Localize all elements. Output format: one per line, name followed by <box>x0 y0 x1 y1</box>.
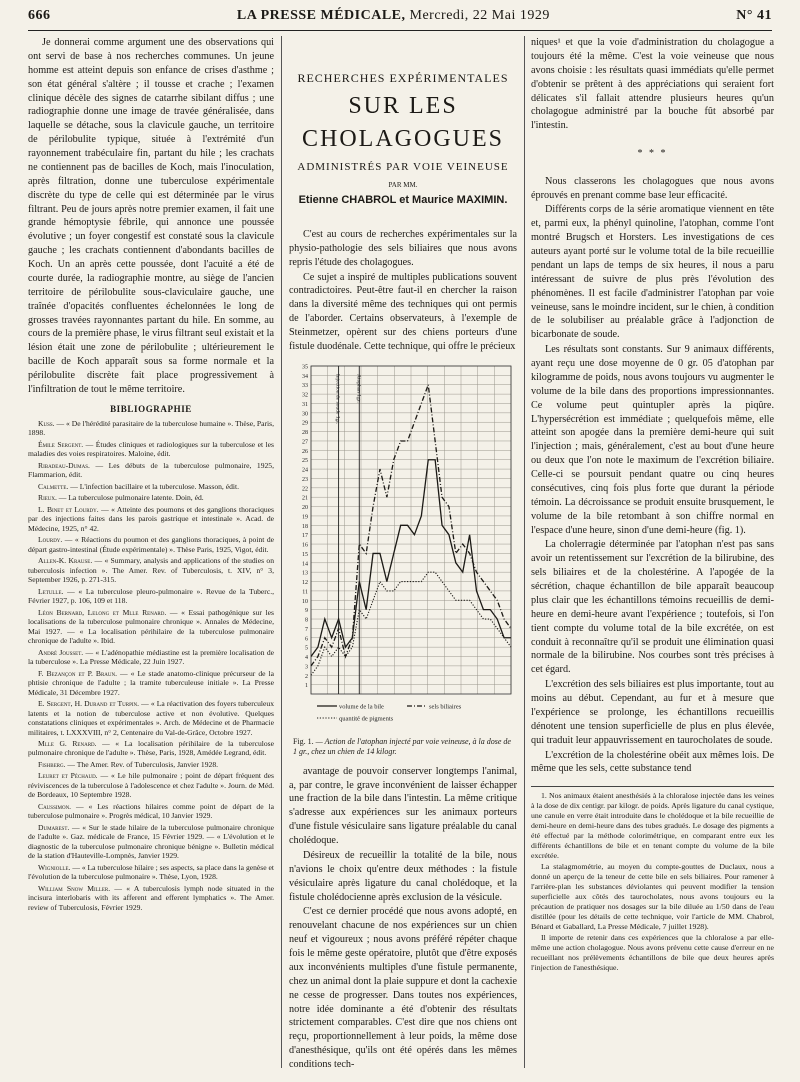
bibliography-author: Calmette. <box>38 481 69 491</box>
column-divider-left <box>281 36 282 1068</box>
y-tick-label: 10 <box>302 598 308 605</box>
y-tick-label: 34 <box>302 373 308 380</box>
article-title: SUR LES CHOLAGOGUES <box>302 93 504 152</box>
bibliography-entry <box>28 482 274 491</box>
page-header <box>28 8 772 30</box>
bibliography-entry <box>28 771 274 799</box>
article-subtitle: ADMINISTRÉS PAR VOIE VEINEUSE <box>297 160 509 173</box>
bibliography-entry <box>28 608 274 646</box>
bibliography-author: E. Sergent, H. Durand et Turpin. <box>38 699 140 709</box>
y-tick-label: 26 <box>302 448 308 455</box>
bibliography-text: — « Atteinte des poumons et des ganglions thoraciques par des injections faites dans les parois gastrique et intestinale ». Acad. de Médecine, 1925, n° 42. <box>28 504 274 533</box>
y-tick-label: 35 <box>302 364 308 371</box>
y-tick-label: 6 <box>305 636 308 643</box>
paragraph: avantage de pouvoir conserver longtemps l'animal, a, par contre, le grave inconvénient de laisser échapper une fraction de la bile dans l'intestin. La même critique s'adresse aux expériences sur les animaux porteurs d'une fistule vésiculaire sans ligature préalable du canal cholédoque. <box>289 765 517 847</box>
paragraph: Nous classerons les cholagogues que nous avons éprouvés en prenant comme base leur efficacité. <box>531 175 774 201</box>
bibliography-entry <box>28 699 274 737</box>
y-tick-label: 23 <box>302 476 308 483</box>
event-marker-label: Atophan 1gr. <box>355 373 362 403</box>
paragraph: C'est au cours de recherches expérimentales sur la physio-pathologie des sels biliaires que nous avons repris l'étude des cholagogues. <box>289 228 517 268</box>
y-tick-label: 28 <box>302 429 308 436</box>
paragraph: Désireux de recueillir la totalité de la bile, nous n'avions le choix qu'entre deux méthodes : la fistule vésiculaire après ligature du canal cholédoque, et la fistule cholédocienne après exclusion de la vésicule. <box>289 849 517 903</box>
y-tick-label: 4 <box>305 654 308 661</box>
y-tick-label: 5 <box>305 645 308 652</box>
y-tick-label: 15 <box>302 551 308 558</box>
paragraph: C'est ce dernier procédé que nous avons adopté, en renouvelant chacune de nos expériences sur un chien neuf et vigoureux ; nous avons préféré répéter chaque fois le même geste opératoire, plutôt que d'être exposés aux inconvénients multiples d'une fistule permanente, chez un animal dont la plaie suppure et dont la cachexie ne cesse de progresser. Dans toutes nos expériences, notre idée dominante a été d'obtenir des résultats strictement comparables. C'est dire que nos chiens ont reçu, proportionnellement à leur poids, la même dose d'anesthésique, qu'ils ont été opérés dans les mêmes conditions tech- <box>289 906 517 1071</box>
bibliography-author: André Jousset. <box>38 647 84 657</box>
article-par: PAR MM. <box>388 180 418 189</box>
bibliography-entry <box>28 535 274 554</box>
column-right <box>531 36 774 974</box>
bibliography-entry <box>28 823 274 861</box>
y-tick-label: 1 <box>305 682 308 689</box>
legend-label: volume de la bile <box>339 703 384 711</box>
issue-date: Mercredi, 22 Mai 1929 <box>409 8 550 23</box>
bibliography-entry <box>28 419 274 438</box>
bibliography-entry <box>28 440 274 459</box>
bibliography-author: F. Bezançon et P. Braun. <box>38 668 118 678</box>
column-divider-right <box>524 36 525 1068</box>
paragraph: L'excrétion des sels biliaires est plus importante, tout au moins au début. Cependant, au fur et à mesure que l'expérience se prolonge, les échantillons recueillis dénotent une tension superficielle de plus en plus élevée, qui traduit leur appauvrissement en taurocholates de soude. <box>531 679 774 746</box>
y-tick-label: 12 <box>302 579 308 586</box>
bibliography-author: Leuret et Péchaud. <box>38 771 98 781</box>
bibliography-author: Ribadeau-Dumas. <box>38 460 90 470</box>
y-tick-label: 9 <box>305 608 308 615</box>
bibliography-author: Léon Bernard, Lelong et Mlle Renard. <box>38 607 167 617</box>
paragraph: La cholerragie déterminée par l'atophan n'est pas sans avoir un retentissement sur l'excrétion de la bilirubine, des sels biliaires et de la cholestérine. A l'apogée de la sécrétion, chaque échantillon de bile apparaît beaucoup plus clair que les échantillons témoins recueillis de demi-heure en demi-heure avant l'expérience ; toutefois, si l'on tient compte du volume total de la bile excrétée, on est conduit à reconnaître qu'il se produit une élimination quasi normale de la bilirubine. Nos courbes sont très précises à cet égard. <box>531 539 774 676</box>
y-tick-label: 20 <box>302 504 308 511</box>
bibliography-author: Kuss. <box>38 418 55 428</box>
article-kicker: RECHERCHES EXPÉRIMENTALES <box>297 71 509 85</box>
bibliography-text: — « L'adénopathie médiastine est la première localisation de la tuberculose ». La Presse Médicale, 22 Juin 1927. <box>28 647 274 667</box>
bibliography <box>28 419 274 912</box>
bibliography-text: — La tuberculose pulmonaire latente. Doin, éd. <box>56 493 204 503</box>
y-tick-label: 11 <box>302 589 308 596</box>
bibliography-text: — L'infection bacillaire et la tuberculose. Masson, édit. <box>68 481 239 491</box>
journal-title <box>237 8 550 24</box>
bibliography-text: — « La réactivation des foyers tuberculeux latents et la notion de tuberculose active et non évolutive. Quelques constatations cliniques et expérimentales ». Arch. de Médecine et de Pharmacie militaires, t. LXXXVIII, n° 2, Centenaire du Val-de-Grâce, Octobre 1927. <box>28 699 274 737</box>
y-tick-label: 17 <box>302 533 308 540</box>
bibliography-entry <box>28 884 274 912</box>
paragraph: Les résultats sont constants. Sur 9 animaux différents, ayant reçu une dose moyenne de 0 gr. 05 d'atophan par kilogramme de poids, nous avons toujours vu augmenter le volume de la bile dans des proportions impressionnantes. Ce volume peut quintupler après la piqûre. L'hypersécrétion est immédiate ; quelquefois même, elle atteint son apogée dans la première demi-heure qui suit l'injection ; mais, généralement, c'est au bout d'une heure ou deux que l'on note le maximum de l'excrétion biliaire. Celle-ci se poursuit pendant quatre ou cinq heures consécutives, cinq fois plus forte que durant la période témoin. La décroissance se produit ensuite brusquement, le volume de la bile retombant à son chiffre normal en l'espace d'une heure, sinon d'une demi-heure (fig. 1). <box>531 344 774 536</box>
bibliography-text: — « La tuberculose pleuro-pulmonaire ». Revue de la Tuberc., Février 1927, p. 106, 109 et 118. <box>28 586 274 606</box>
y-tick-label: 29 <box>302 420 308 427</box>
y-tick-label: 24 <box>302 467 308 474</box>
bibliography-entry <box>28 669 274 697</box>
column-left <box>28 36 274 914</box>
footnote: La stalagmométrie, au moyen du compte-gouttes de Duclaux, nous a donné un aperçu de la teneur de cette bile en sels biliaires. Pour ramener à l'arrière-plan les substances déviolantes qui peuvent modifier la tension superficielle aux côtés des taurocholates, nous avons toujours eu la précaution de pratiquer nos dosages sur la bile diluée au 1/50 dans de l'eau distillée (pour les détails de cette technique, voir l'article de MM. Chabrol, Bénard et Gaballard, La Presse Médicale, 7 juillet 1928). <box>531 862 774 931</box>
y-tick-label: 25 <box>302 458 308 465</box>
y-tick-label: 8 <box>305 617 308 624</box>
bibliography-text: — « Le hile pulmonaire ; point de départ fréquent des réviviscences de la tuberculose à l'adolescence et chez l'adulte ». Journ. de Méd. de Bordeaux, 10 Septembre 1928. <box>28 771 274 800</box>
y-tick-label: 30 <box>302 411 308 418</box>
figure-caption <box>293 737 513 757</box>
bibliography-author: Rieux. <box>38 493 57 503</box>
bibliography-author: Allen-K. Krause. <box>38 556 93 566</box>
y-tick-label: 7 <box>305 626 308 633</box>
bibliography-author: Fishberg. <box>38 759 66 769</box>
bibliography-text: — « De l'hérédité parasitaire de la tuberculose humaine ». Thèse, Paris, 1898. <box>28 418 274 438</box>
bibliography-text: — « La tuberculose hilaire ; ses aspects, sa place dans la genèse et l'évolution de la tuberculose pulmonaire ». Thèse, Lyon, 1928. <box>28 862 274 882</box>
bibliography-text: — « Summary, analysis and applications of the studies on tuberculosis infection ». The Amer. Rev. of Tuberculosis, t. XIV, n° 3, September 1926, p. 271-315. <box>28 556 274 585</box>
bibliography-text: — Les débuts de la tuberculose pulmonaire, 1925, Flammarion, édit. <box>28 460 274 480</box>
bibliography-entry <box>28 461 274 480</box>
caption-label: Fig. 1. <box>293 736 314 746</box>
bibliography-text: — « A tuberculosis lymph node situated in the incisura interlobaris with its afferent and efferent lymphatics ». The Amer. review of Tuberculosis, Février 1929. <box>28 883 274 912</box>
page-number: 666 <box>28 8 51 23</box>
y-tick-label: 19 <box>302 514 308 521</box>
y-tick-label: 32 <box>302 392 308 399</box>
bibliography-author: William Snow Miller. <box>38 883 111 893</box>
bibliography-author: Émile Sergent. <box>38 439 84 449</box>
asterism: * * * <box>637 148 668 160</box>
y-tick-label: 31 <box>302 401 308 408</box>
bibliography-author: Dumarest. <box>38 822 70 832</box>
y-tick-label: 3 <box>305 664 308 671</box>
y-tick-label: 33 <box>302 383 308 390</box>
bibliography-text: — « Réactions du poumon et des ganglions thoraciques, à point de départ gastro-intestinal (Étude expérimentale) ». Thèse Paris, 1925, Vigot, édit. <box>28 535 274 554</box>
bibliography-entry <box>28 493 274 502</box>
y-tick-label: 18 <box>302 523 308 530</box>
line-chart <box>289 360 517 728</box>
bibliography-author: L. Binet et Lourdy. <box>38 504 99 514</box>
bibliography-author: Mlle G. Renard. <box>38 739 97 748</box>
footnotes <box>531 786 774 972</box>
bibliography-entry <box>28 587 274 606</box>
bibliography-author: Lourdy. <box>38 535 63 545</box>
event-marker-label: Injection de soude 1gr. <box>334 373 341 424</box>
bibliography-title: BIBLIOGRAPHIE <box>110 403 192 414</box>
footnote: Il importe de retenir dans ces expériences que la chloralose a par elle-même une action cholagogue. Nous avons prévenu cette cause d'erreur en ne recueillant nos prélèvements échantillons de bile que deux heures après l'injection de l'anesthésique. <box>531 932 774 972</box>
caption-text: — Action de l'atophan injecté par voie veineuse, à la dose de 1 gr., chez un chien de 14 kilogr. <box>293 736 511 756</box>
issue-number: N° 41 <box>736 8 772 23</box>
y-tick-label: 2 <box>305 673 308 680</box>
bibliography-entry <box>28 760 274 769</box>
paragraph: L'excrétion de la cholestérine obéit aux mêmes lois. De même que les sels, cette substance tend <box>531 749 774 775</box>
y-tick-label: 27 <box>302 439 308 446</box>
bibliography-author: Wigniolle. <box>38 862 71 872</box>
y-tick-label: 21 <box>302 495 308 502</box>
bibliography-entry <box>28 739 274 758</box>
bibliography-entry <box>28 556 274 584</box>
bibliography-text: — Études cliniques et radiologiques sur la tuberculose et les maladies des voies respiratoires. Maloine, édit. <box>28 439 274 459</box>
legend-label: sels biliaires <box>429 703 462 711</box>
header-rule <box>28 30 772 31</box>
figure-1 <box>289 360 517 733</box>
bibliography-text: — « Le stade anatomo-clinique précurseur de la phtisie chronique de l'adulte ; la tramite tuberculeuse initiale ». La Presse Médicale, 31 Décembre 1927. <box>28 668 274 697</box>
bibliography-entry <box>28 802 274 821</box>
bibliography-author: Caussimon. <box>38 801 72 811</box>
footnote: 1. Nos animaux étaient anesthésiés à la chloralose injectée dans les veines à la dose de dix centigr. par kilogr. de poids. Après ligature du canal cystique, une canule en verre était introduite dans le cholédoque et la bile recueillie de demi-heure en demi-heure dans des tubes gradués. Le dosage des pigments a été effectué par la méthode colorimétrique, en comparant entre eux les différents échantillons de bile et en tenant compte du volume de la bile excrétée. <box>531 791 774 861</box>
bibliography-entry <box>28 505 274 533</box>
y-tick-label: 14 <box>302 561 308 568</box>
bibliography-text: — « Les réactions hilaires comme point de départ de la tuberculose pulmonaire ». Progrès médical, 10 Janvier 1929. <box>28 801 274 821</box>
bibliography-author: Letulle. <box>38 586 64 596</box>
y-tick-label: 13 <box>302 570 308 577</box>
y-tick-label: 22 <box>302 486 308 493</box>
bibliography-text: — The Amer. Rev. of Tuberculosis, Janvier 1928. <box>65 759 219 769</box>
bibliography-entry <box>28 863 274 882</box>
bibliography-text: — « Essai pathogénique sur les localisations de la tuberculose pulmonaire chronique ». Annales de Médecine, Mai 1927. — « La localisation périhilaire de la tuberculose pulmonaire chronique de l'adulte ». Ibid. <box>28 607 274 646</box>
paragraph: niques¹ et que la voie d'administration du cholagogue a toujours été la même. C'est la voie veineuse que nous avons choisie : les résultats quasi immédiats qu'elle permet d'obtenir se prêtent à des appréciations qui seraient fort délicates s'il fallait attendre plusieurs heures qu'un cholagogue administré par la bouche fût absorbé par l'intestin. <box>531 37 774 132</box>
y-tick-label: 16 <box>302 542 308 549</box>
journal-name: LA PRESSE MÉDICALE, <box>236 8 406 23</box>
legend-label: quantité de pigments <box>339 715 394 723</box>
bibliography-text: — « Sur le stade hilaire de la tuberculose pulmonaire chronique de l'adulte ». Gaz. médicale de France, 15 Février 1929. — « L'évolution et le diagnostic de la tuberculose pulmonaire chronique bénigne ». Bulletin médical de la station d'Hauteville-Lompnès, Janvier 1929. <box>28 822 274 861</box>
column-middle <box>289 36 517 1073</box>
bibliography-text: — « La localisation périhilaire de la tuberculose pulmonaire chronique de l'adulte ». Thèse, Paris, 1928, Amédée Legrand, édit. <box>28 739 275 758</box>
bibliography-entry <box>28 648 274 667</box>
paragraph: Je donnerai comme argument une des observations qui ont servi de base à nos recherches communes. Un jeune homme est atteint depuis son enfance de crises d'asthme ; son état général s'altère ; il tousse et crache ; l'examen clinique décèle des signes de catarrhe sibilant diffus ; une radiographie donne une image de travée généralisée, dans laquelle se détache, sous la clavicule gauche, un territoire de périlobulite typique, située à l'extrémité d'un rayonnement trabéculaire fin, partant du hile ; les crachats ne contiennent pas de bacilles de Koch, mais l'inoculation, après filtration, donne une tuberculose expérimentale discrète du type de celle qui est déterminée par le virus filtrant. Peu de jours après notre premier examen, il fait une grande hémoptysie fébrile, qui annonce une poussée évolutive ; un foyer congestif est constaté sous la clavicule gauche ; les crachats contiennent d'abondants bacilles de Koch. Un an après cette poussée, dont l'acuité a été de courte durée, la radiographie montre, au siège de l'ancien territoire de périlobulite sous-claviculaire gauche, une traînée d'opacités confluentes échelonnées le long de grosses travées rayonnantes partant du hile. En somme, au cours de la première phase, le virus filtrant seul existait et la lésion était une zone de périlobulite ; ultérieurement le bacille de Koch apparaît sous sa forme normale et la périlobulite discrète fait place progressivement à l'infiltration de tout le même territoire. <box>28 37 274 395</box>
article-authors: Etienne CHABROL et Maurice MAXIMIN. <box>298 194 508 207</box>
paragraph: Différents corps de la série aromatique viennent en tête et, parmi eux, la phényl quinoline, l'atophan, comme l'ont montré Brugsch et Horsters. Les investigations de ces auteurs ayant porté sur le volume total de la bile recueillie pendant un laps de temps de six heures, il nous a paru intéressant de suivre de plus près l'évolution des phénomènes. Il est facile d'administrer l'atophan par voie veineuse, sans le moindre incident, sur le chien, à condition de le solubiliser au préalable grâce à l'adjonction de bicarbonate de soude. <box>531 204 774 341</box>
paragraph: Ce sujet a inspiré de multiples publications souvent contradictoires. Peut-être faut-il en chercher la raison dans la diversité même des techniques qui ont permis de l'aborder. Certains observateurs, à l'exemple de Steinmetzer, opèrent sur des chiens porteurs d'une fistule duodénale. Cette technique, qui offre le précieux <box>289 271 517 352</box>
